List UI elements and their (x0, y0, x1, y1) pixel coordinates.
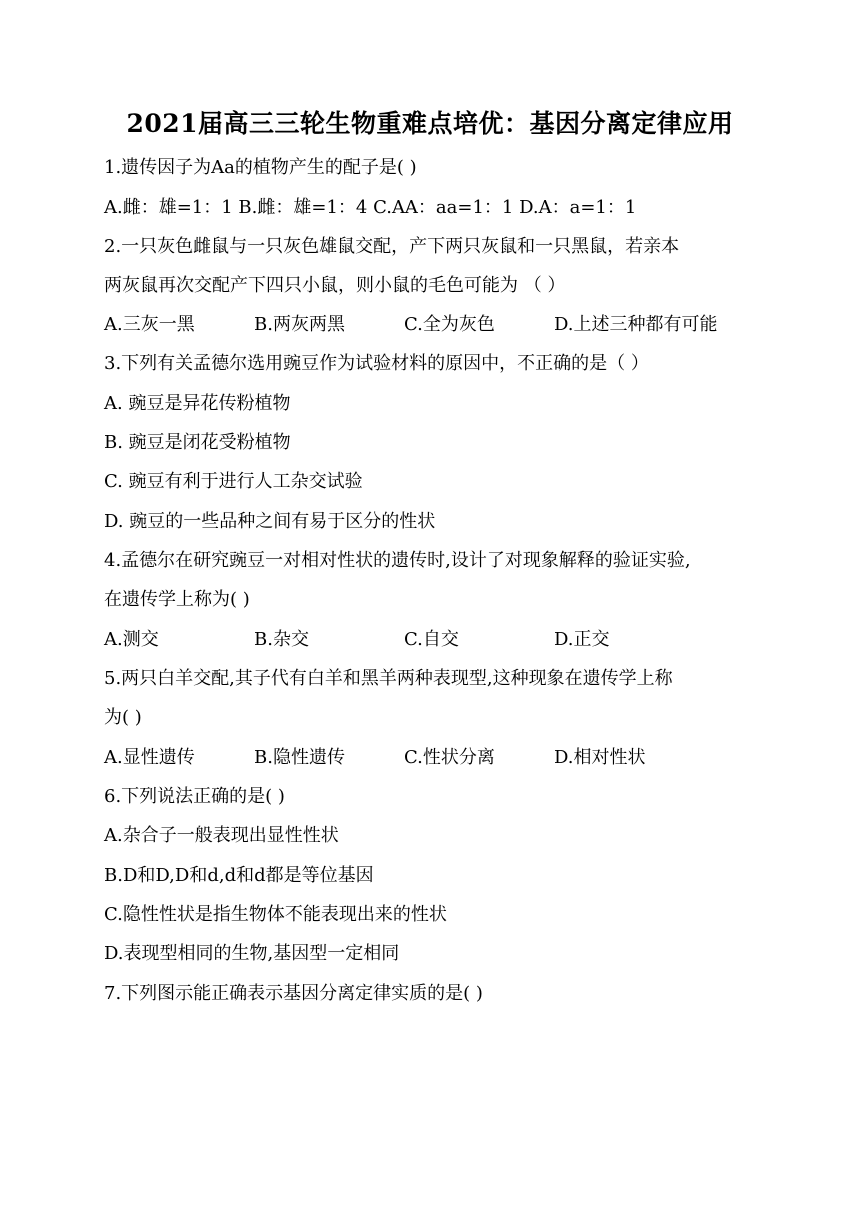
question-6-option-a: A.杂合子一般表现出显性性状 (104, 825, 339, 846)
question-4-stem-line-1: 4.孟德尔在研究豌豆一对相对性状的遗传时,设计了对现象解释的验证实验, (104, 550, 691, 571)
document-title: 2021届高三三轮生物重难点培优：基因分离定律应用 (126, 109, 734, 138)
question-3-option-a: A. 豌豆是异花传粉植物 (104, 393, 291, 414)
question-5-option-b: B.隐性遗传 (254, 747, 345, 768)
question-4-option-b: B.杂交 (254, 629, 309, 650)
question-5-option-a: A.显性遗传 (104, 747, 195, 768)
question-5-option-c: C.性状分离 (404, 747, 495, 768)
question-3-option-c: C. 豌豆有利于进行人工杂交试验 (104, 471, 363, 492)
question-3-option-b: B. 豌豆是闭花受粉植物 (104, 432, 291, 453)
question-6-option-c: C.隐性性状是指生物体不能表现出来的性状 (104, 904, 447, 925)
question-2-option-d: D.上述三种都有可能 (554, 314, 718, 335)
question-3-option-d: D. 豌豆的一些品种之间有易于区分的性状 (104, 511, 436, 532)
question-5-stem-line-1: 5.两只白羊交配,其子代有白羊和黑羊两种表现型,这种现象在遗传学上称 (104, 668, 673, 689)
question-6-option-b: B.D和D,D和d,d和d都是等位基因 (104, 865, 374, 886)
question-4-option-a: A.测交 (104, 629, 159, 650)
question-1-stem: 1.遗传因子为Aa的植物产生的配子是( ) (104, 157, 417, 178)
question-4-option-c: C.自交 (404, 629, 459, 650)
question-2-option-a: A.三灰一黑 (104, 314, 195, 335)
question-2-stem-line-1: 2.一只灰色雌鼠与一只灰色雄鼠交配，产下两只灰鼠和一只黑鼠，若亲本 (104, 236, 680, 257)
question-7-stem: 7.下列图示能正确表示基因分离定律实质的是( ) (104, 983, 483, 1004)
question-6-option-d: D.表现型相同的生物,基因型一定相同 (104, 943, 400, 964)
question-5-stem-line-2: 为( ) (104, 707, 142, 728)
question-2-option-b: B.两灰两黑 (254, 314, 345, 335)
question-2-option-c: C.全为灰色 (404, 314, 495, 335)
question-3-stem: 3.下列有关孟德尔选用豌豆作为试验材料的原因中，不正确的是（ ） (104, 353, 649, 374)
question-5-option-d: D.相对性状 (554, 747, 646, 768)
question-4-option-d: D.正交 (554, 629, 610, 650)
question-1-options: A.雌：雄=1：1 B.雌：雄=1：4 C.AA：aa=1：1 D.A：a=1：1 (104, 197, 637, 218)
question-6-stem: 6.下列说法正确的是( ) (104, 786, 285, 807)
question-4-stem-line-2: 在遗传学上称为( ) (104, 589, 250, 610)
question-2-stem-line-2: 两灰鼠再次交配产下四只小鼠，则小鼠的毛色可能为 （ ） (104, 275, 566, 296)
